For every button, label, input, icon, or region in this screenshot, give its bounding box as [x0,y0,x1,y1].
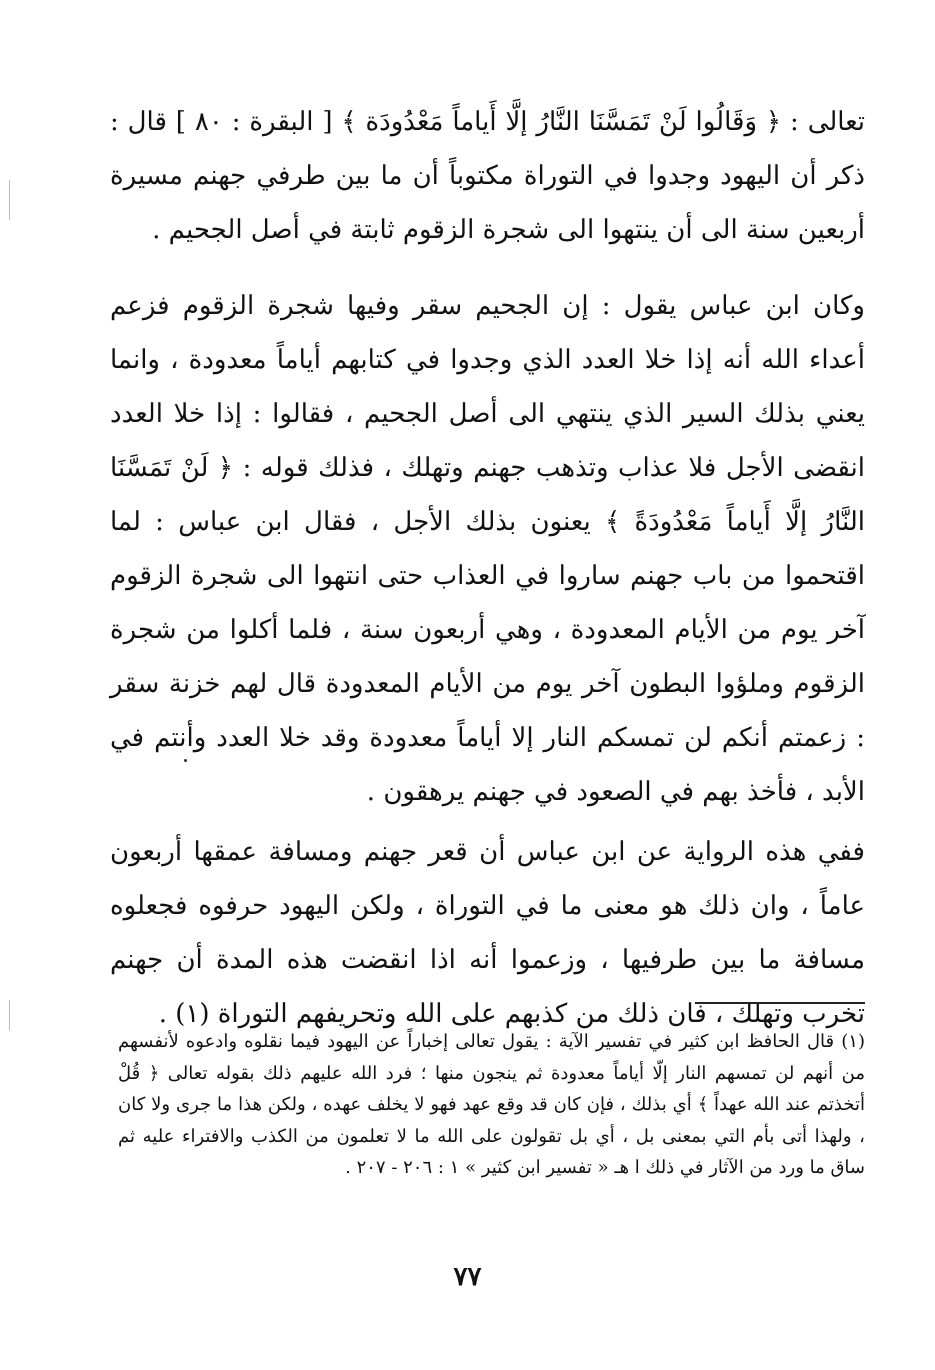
paragraph-2: وكان ابن عباس يقول : إن الجحيم سقر وفيها شجرة الزقوم فزعم أعداء الله أنه إذا خلا العدد الذي وجدوا في كتابهم أياماً معدودة ، وانما يعني بذلك السير الذي ينتهي الى أصل الجحيم ، فقالوا : إذا خلا العدد انقضى الأجل فلا عذاب وتذهب جهنم وتهلك ، فذلك قوله : ﴿ لَنْ تَمَسَّنَا النَّارُ إلَّا أَياماً مَعْدُودَةً ﴾ يعنون بذلك الأجل ، فقال ابن عباس : لما اقتحموا من باب جهنم ساروا في العذاب حتى انتهوا الى شجرة الزقوم آخر يوم من الأيام المعدودة ، وهي أربعون سنة ، فلما أكلوا من شجرة الزقوم وملؤوا البطون آخر يوم من الأيام المعدودة قال لهم خزنة سقر : زعمتم أنكم لن تمسكم النار إلا أياماً معدودة وقد خلا العدد وأنتم في الأبد ، فأخذ بهم في الصعود في جهنم يرهقون . [110,291,865,807]
scan-edge-mark [9,1000,10,1030]
main-text [110,95,865,1041]
page-number: ٧٧ [453,1262,482,1292]
paragraph-3: ففي هذه الرواية عن ابن عباس أن قعر جهنم ومسافة عمقها أربعون عاماً ، وان ذلك هو معنى ما في التوراة ، ولكن اليهود حرفوه فجعلوه مسافة ما بين طرفيها ، وزعموا أنه اذا انقضت هذه المدة أن جهنم تخرب وتهلك ، فان ذلك من كذبهم على الله وتحريفهم التوراة (١) . [110,837,865,1029]
paragraph-1: تعالى : ﴿ وَقَالُوا لَنْ تَمَسَّنَا النَّارُ إلَّا أَياماً مَعْدُودَة ﴾ [ البقرة : ٨٠ ] قال : ذكر أن اليهود وجدوا في التوراة مكتوباً أن ما بين طرفي جهنم مسيرة أربعين سنة الى أن ينتهوا الى شجرة الزقوم ثابتة في أصل الجحيم . [110,107,865,245]
footnote: (١) قال الحافظ ابن كثير في تفسير الآية : يقول تعالى إخباراً عن اليهود فيما نقلوه وادعوه لأنفسهم من أنهم لن تمسهم النار إلّا أياماً معدودة ثم ينجون منها ؛ فرد الله عليهم ذلك بقوله تعالى ﴿ قُلْ أتخذتم عند الله عهداً ﴾ أي بذلك ، فإن كان قد وقع عهد فهو لا يخلف عهده ، ولكن هذا ما جرى ولا كان ، ولهذا أتى بأم التي بمعنى بل ، أي بل تقولون على الله ما لا تعلمون من الكذب والافتراء عليه ثم ساق ما ورد من الآثار في ذلك ا هـ « تفسير ابن كثير » ١ : ٢٠٦ - ٢٠٧ . [118,1031,865,1178]
footnote-separator [695,1002,865,1004]
scan-edge-mark [9,180,10,220]
ink-speck [184,759,187,762]
